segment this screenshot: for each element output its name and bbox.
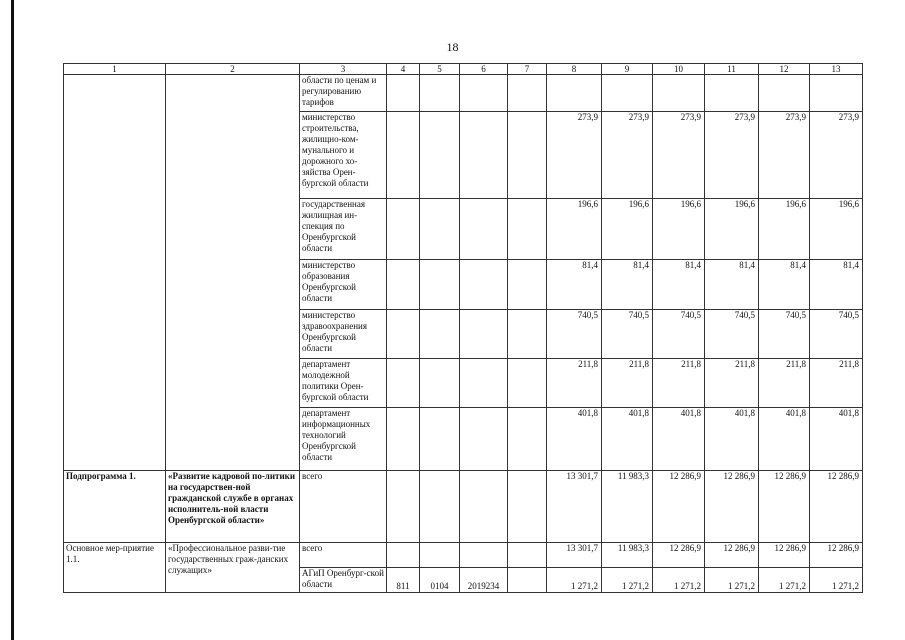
value-cell: 740,5 xyxy=(602,310,653,359)
table-row xyxy=(64,75,863,112)
col-header-8: 8 xyxy=(547,64,602,75)
value-cell: 211,8 xyxy=(759,359,810,408)
value-cell: 196,6 xyxy=(759,199,810,260)
col-header-5: 5 xyxy=(420,64,460,75)
value-cell: 401,8 xyxy=(653,408,705,471)
value-cell: 273,9 xyxy=(705,112,759,199)
subprogram-row xyxy=(64,471,863,543)
value-cell: 13 301,7 xyxy=(547,543,602,568)
binding-edge-line xyxy=(11,0,14,640)
value-cell: 12 286,9 xyxy=(705,543,759,568)
value-cell: 273,9 xyxy=(653,112,705,199)
col-header-3: 3 xyxy=(300,64,387,75)
value-cell: 12 286,9 xyxy=(705,471,759,543)
value-cell xyxy=(653,75,705,112)
value-cell: 401,8 xyxy=(602,408,653,471)
col-header-2: 2 xyxy=(166,64,300,75)
value-cell: 211,8 xyxy=(810,359,863,408)
value-cell: 12 286,9 xyxy=(759,543,810,568)
value-cell: 81,4 xyxy=(602,260,653,310)
value-cell: 273,9 xyxy=(547,112,602,199)
subprogram-title: «Развитие кадровой по-литики на государствен-ной гражданской службе в органах исполнитель-ной власти Оренбургской области» xyxy=(166,471,300,543)
value-cell: 13 301,7 xyxy=(547,471,602,543)
value-cell: 401,8 xyxy=(547,408,602,471)
value-cell: 196,6 xyxy=(705,199,759,260)
col-header-1: 1 xyxy=(64,64,166,75)
activity-title: «Профессиональное разви-тие государственных граж-данских служащих» xyxy=(166,543,300,593)
value-cell: 211,8 xyxy=(653,359,705,408)
code-cell: 0104 xyxy=(420,568,460,593)
value-cell: 196,6 xyxy=(547,199,602,260)
value-cell: 196,6 xyxy=(602,199,653,260)
value-cell: 11 983,3 xyxy=(602,471,653,543)
value-cell: 211,8 xyxy=(602,359,653,408)
value-cell: 740,5 xyxy=(653,310,705,359)
col-header-9: 9 xyxy=(602,64,653,75)
agency-cell: министерство образования Оренбургской области xyxy=(300,260,387,310)
value-cell: 1 271,2 xyxy=(653,568,705,593)
value-cell: 81,4 xyxy=(547,260,602,310)
value-cell: 401,8 xyxy=(810,408,863,471)
value-cell: 401,8 xyxy=(705,408,759,471)
value-cell: 740,5 xyxy=(705,310,759,359)
agency-cell: министерство здравоохранения Оренбургской области xyxy=(300,310,387,359)
agency-cell: департамент информационных технологий Оренбургской области xyxy=(300,408,387,471)
value-cell: 196,6 xyxy=(653,199,705,260)
agency-cell: государственная жилищная ин-спекция по Оренбургской области xyxy=(300,199,387,260)
value-cell: 81,4 xyxy=(810,260,863,310)
value-cell: 740,5 xyxy=(810,310,863,359)
page-number: 18 xyxy=(446,40,459,54)
value-cell: 1 271,2 xyxy=(705,568,759,593)
value-cell: 401,8 xyxy=(759,408,810,471)
value-cell: 81,4 xyxy=(705,260,759,310)
value-cell xyxy=(602,75,653,112)
code-cell: 811 xyxy=(387,568,420,593)
col-header-7: 7 xyxy=(508,64,547,75)
value-cell: 12 286,9 xyxy=(759,471,810,543)
value-cell: 12 286,9 xyxy=(810,543,863,568)
activity-total-label: всего xyxy=(300,543,387,568)
code-cell: 2019234 xyxy=(460,568,508,593)
value-cell: 1 271,2 xyxy=(547,568,602,593)
col-header-4: 4 xyxy=(387,64,420,75)
empty-cell-col2 xyxy=(166,75,300,471)
value-cell: 273,9 xyxy=(810,112,863,199)
activity-label: Основное мер-приятие 1.1. xyxy=(64,543,166,593)
empty-cell-col1 xyxy=(64,75,166,471)
value-cell: 211,8 xyxy=(705,359,759,408)
col-header-6: 6 xyxy=(460,64,508,75)
budget-table xyxy=(63,63,863,593)
subprogram-total-label: всего xyxy=(300,471,387,543)
col-header-11: 11 xyxy=(705,64,759,75)
value-cell xyxy=(810,75,863,112)
value-cell: 211,8 xyxy=(547,359,602,408)
value-cell: 1 271,2 xyxy=(759,568,810,593)
value-cell: 740,5 xyxy=(759,310,810,359)
value-cell: 11 983,3 xyxy=(602,543,653,568)
value-cell: 1 271,2 xyxy=(602,568,653,593)
activity-agency: АГиП Оренбург-ской области xyxy=(300,568,387,593)
activity-row xyxy=(64,543,863,568)
agency-cell: министерство строительства, жилищно-ком-мунального и дорожного хо-зяйства Орен-бургской области xyxy=(300,112,387,199)
agency-cell: области по ценам и регулированию тарифов xyxy=(300,75,387,112)
value-cell: 81,4 xyxy=(759,260,810,310)
value-cell: 1 271,2 xyxy=(810,568,863,593)
value-cell xyxy=(759,75,810,112)
col-header-10: 10 xyxy=(653,64,705,75)
value-cell: 273,9 xyxy=(602,112,653,199)
col-header-13: 13 xyxy=(810,64,863,75)
value-cell xyxy=(547,75,602,112)
value-cell: 12 286,9 xyxy=(653,471,705,543)
value-cell: 196,6 xyxy=(810,199,863,260)
value-cell: 12 286,9 xyxy=(810,471,863,543)
value-cell: 740,5 xyxy=(547,310,602,359)
column-number-row xyxy=(64,64,863,75)
agency-cell: департамент молодежной политики Орен-бургской области xyxy=(300,359,387,408)
value-cell: 273,9 xyxy=(759,112,810,199)
value-cell: 12 286,9 xyxy=(653,543,705,568)
subprogram-label: Подпрограмма 1. xyxy=(64,471,166,543)
col-header-12: 12 xyxy=(759,64,810,75)
value-cell: 81,4 xyxy=(653,260,705,310)
value-cell xyxy=(705,75,759,112)
